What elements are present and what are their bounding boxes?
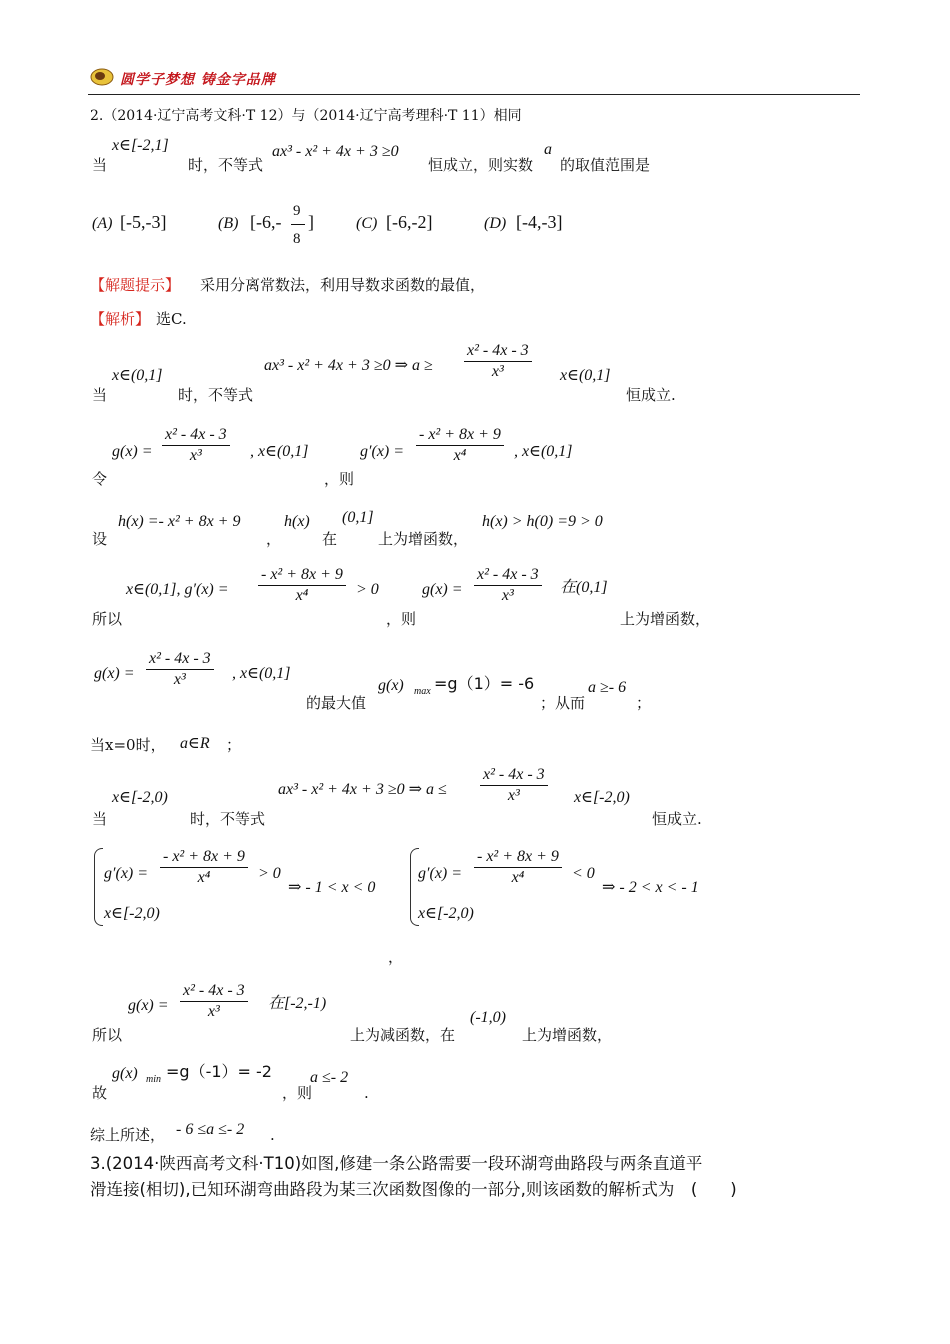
q2-domain: x∈[-2,1] [112,137,169,154]
s1-gt: > 0 [258,865,281,882]
l2-gprime: g′(x) = [360,443,405,460]
s2-gprime: g′(x) = [418,865,463,882]
l3-she: 设 [92,530,108,548]
s1-gprime: g′(x) = [104,865,149,882]
l8-g: g(x) = [128,997,169,1014]
l1-domain: x∈(0,1] [112,367,163,384]
q3-line-1: 3.(2014·陕西高考文科·T10)如图,修建一条公路需要一段环湖弯曲路段与两条直道平 [90,1154,703,1173]
l8-inc: 上为增函数， [522,1026,613,1044]
l3-h: h(x) =- x² + 8x + 9 [118,513,241,530]
option-d-label: (D) [484,215,507,232]
l4-gnum: x² - 4x - 3 [474,566,542,586]
l3-zai: 在 [322,530,338,548]
system-comma: ， [388,948,404,966]
l5-sub: max [414,686,431,697]
logo-icon [90,66,114,86]
s1-fraction [158,848,250,886]
l5-fraction [144,650,216,688]
l5-semi: ； [636,694,652,712]
s1-domain: x∈[-2,0) [104,905,160,922]
l5-max-label: 的最大值 [306,694,367,712]
l5-domain: , x∈(0,1] [232,665,291,682]
l8-num: x² - 4x - 3 [180,982,248,1002]
s1-num: - x² + 8x + 9 [160,848,248,868]
q2-var-a: a [544,141,552,158]
s2-fraction [472,848,564,886]
l8-dec: 上为减函数，在 [350,1026,456,1044]
l7-when: 当 [92,810,108,828]
l9-dot: . [364,1084,369,1102]
l8-suoyi: 所以 [92,1026,123,1044]
l1-inequality: ax³ - x² + 4x + 3 ≥0 ⇒ a ≥ [264,357,433,374]
l3-inc: 上为增函数， [378,530,469,548]
l3-h2: h(x) [284,513,310,530]
l2-domain: , x∈(0,1] [250,443,309,460]
l8-fraction [178,982,250,1020]
l9-gu: 故 [92,1084,108,1102]
l2-pfraction [414,426,506,464]
l2-fraction [160,426,232,464]
l7-den: x³ [507,786,520,804]
l8-den: x³ [207,1002,220,1020]
l7-inequality: ax³ - x² + 4x + 3 ≥0 ⇒ a ≤ [278,781,447,798]
l8-interval2: (-1,0) [470,1009,506,1026]
l1-text: 时，不等式 [178,386,254,404]
l2-num: x² - 4x - 3 [162,426,230,446]
s1-result: ⇒ - 1 < x < 0 [288,879,376,896]
l8-zai: 在[-2,-1) [268,995,327,1012]
l10-result: - 6 ≤a ≤- 2 [176,1121,245,1138]
s2-domain: x∈[-2,0) [418,905,474,922]
l7-domain: x∈[-2,0) [112,789,168,806]
l9-a: a ≤- 2 [310,1069,349,1086]
q2-when: 当 [92,156,108,174]
l2-ling: 令 [92,470,108,488]
l5-gmax: g(x) [378,677,404,694]
option-b-pre: [-6,- [250,212,282,232]
l4-zai: 在(0,1] [560,579,608,596]
l10-text: 综上所述， [90,1126,166,1144]
header-divider [88,94,860,95]
l2-den: x³ [189,446,202,464]
option-a: [-5,-3] [120,212,167,232]
solution-label: 【解析】 [90,310,151,328]
l9-gmin: g(x) [112,1065,138,1082]
l9-then: ，则 [282,1084,313,1102]
l4-gden: x³ [501,586,514,604]
s1-den: x⁴ [197,868,211,886]
l5-num: x² - 4x - 3 [146,650,214,670]
option-c: [-6,-2] [386,212,433,232]
l9-sub: min [146,1074,161,1085]
l5-g: g(x) = [94,665,135,682]
l1-when: 当 [92,386,108,404]
option-d: [-4,-3] [516,212,563,232]
q3-line-2: 滑连接(相切),已知环湖弯曲路段为某三次函数图像的一部分,则该函数的解析式为 ( ) [90,1180,737,1199]
option-b-post: ] [308,212,314,232]
l2-then: ，则 [324,470,355,488]
s2-lt: < 0 [572,865,595,882]
l7-num: x² - 4x - 3 [480,766,548,786]
s2-den: x⁴ [511,868,525,886]
l1-fraction [462,342,534,380]
l4-then: ，则 [386,610,417,628]
q2-range-q: 的取值范围是 [560,156,651,174]
q2-holds: 恒成立，则实数 [428,156,534,174]
l3-comma: ， [266,530,282,548]
hint-text: 采用分离常数法，利用导数求函数的最值， [200,276,486,294]
l1-domain-2: x∈(0,1] [560,367,611,384]
option-c-label: (C) [356,215,378,232]
l2-pden: x⁴ [453,446,467,464]
logo-text: 圆学子梦想 铸金字品牌 [120,72,276,88]
l1-den: x³ [491,362,504,380]
l4-suoyi: 所以 [92,610,123,628]
l6-semi: ； [226,736,242,754]
l7-domain-2: x∈[-2,0) [574,789,630,806]
l2-pnum: - x² + 8x + 9 [416,426,504,446]
l7-fraction [478,766,550,804]
option-a-label: (A) [92,215,113,232]
l7-text: 时，不等式 [190,810,266,828]
l4-gt: > 0 [356,581,379,598]
l6-a: a∈R [180,735,210,752]
l4-num: - x² + 8x + 9 [258,566,346,586]
l2-pdomain: , x∈(0,1] [514,443,573,460]
solution-choice: 选C. [156,310,187,328]
option-b-label: (B) [218,215,239,232]
hint-label: 【解题提示】 [90,276,181,294]
l5-den: x³ [173,670,186,688]
l7-holds: 恒成立. [652,810,702,828]
l9-value: =g（-1）= -2 [166,1062,272,1081]
l3-interval: (0,1] [342,509,374,526]
option-b-fraction-bar [291,224,305,225]
l4-fraction [256,566,348,604]
l4-g: g(x) = [422,581,463,598]
l3-ineq: h(x) > h(0) =9 > 0 [482,513,603,530]
l6-text: 当x=0时， [90,736,166,754]
l4-inc: 上为增函数， [620,610,711,628]
s2-result: ⇒ - 2 < x < - 1 [602,879,699,896]
l5-a: a ≥- 6 [588,679,627,696]
s2-num: - x² + 8x + 9 [474,848,562,868]
q2-title: 2.（2014·辽宁高考文科·T 12）与（2014·辽宁高考理科·T 11）相同 [90,108,522,124]
option-b-num: 9 [293,203,301,219]
l2-g: g(x) = [112,443,153,460]
q2-shi: 时，不等式 [188,156,264,174]
l10-dot: . [270,1126,275,1144]
l5-value: =g（1）= -6 [434,674,535,693]
l5-from: ；从而 [540,694,586,712]
system-1-brace [94,848,103,926]
q2-inequality: ax³ - x² + 4x + 3 ≥0 [272,143,399,160]
option-b-den: 8 [293,231,301,247]
l1-holds: 恒成立. [626,386,676,404]
l4-den: x⁴ [295,586,309,604]
l1-num: x² - 4x - 3 [464,342,532,362]
l4-gfraction [472,566,544,604]
l4-expr: x∈(0,1], g′(x) = [126,581,229,598]
